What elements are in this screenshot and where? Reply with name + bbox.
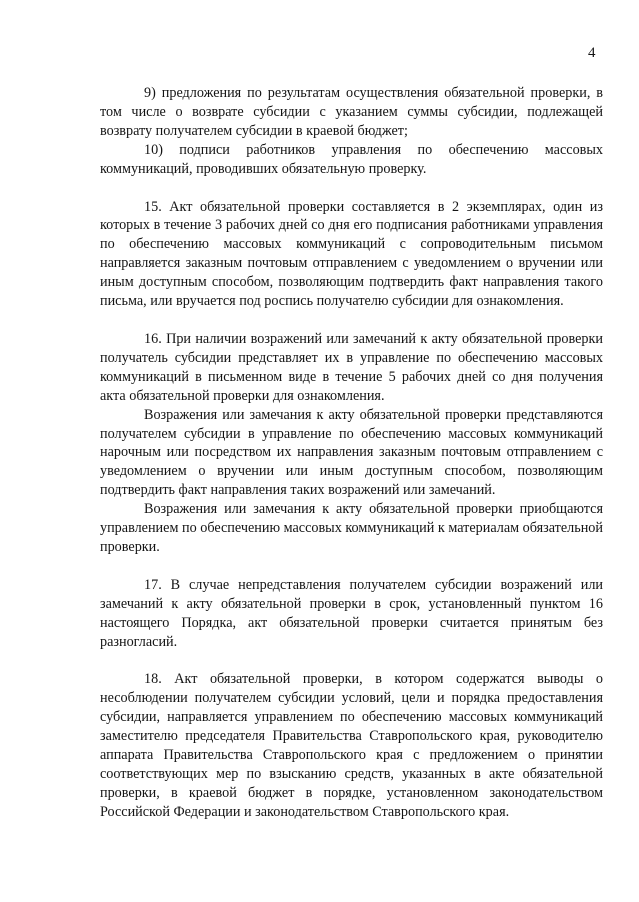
clause-16-paragraph-3: Возражения или замечания к акту обязательной проверки приобщаются управлением по обеспечению массовых коммуникаций к материалам обязательной проверки. — [100, 501, 603, 555]
clause-15: 15. Акт обязательной проверки составляется в 2 экземплярах, один из которых в течение 3 рабочих дней со дня его подписания работниками управления по обеспечению массовых коммуникаций с сопроводительным письмом направляется заказным почтовым отправлением с уведомлением о вручении или иным доступным способом, позволяющим подтвердить факт направления такого письма, или вручается под роспись получателю субсидии для ознакомления. — [100, 198, 603, 310]
clause-16-paragraph-2: Возражения или замечания к акту обязательной проверки представляются получателем субсидии в управление по обеспечению массовых коммуникаций нарочным или посредством их направления заказным почтовым отправлением с уведомлением о вручении или иным доступным способом, позволяющим подтвердить факт направления таких возражений или замечаний. — [100, 406, 603, 499]
list-item-10: 10) подписи работников управления по обеспечению массовых коммуникаций, проводивших обязательную проверку. — [100, 141, 603, 177]
page-number: 4 — [588, 45, 596, 61]
document-body — [100, 84, 603, 822]
clause-16: 16. При наличии возражений или замечаний к акту обязательной проверки получатель субсидии представляет их в управление по обеспечению массовых коммуникаций в письменном виде в течение 5 рабочих дней со дня получения акта обязательной проверки для ознакомления. — [100, 330, 603, 404]
clause-18: 18. Акт обязательной проверки, в котором содержатся выводы о несоблюдении получателем субсидии условий, цели и порядка предоставления субсидии, направляется управлением по обеспечению массовых коммуникаций заместителю председателя Правительства Ставропольского края, руководителю аппарата Правительства Ставропольского края с предложением о принятии соответствующих мер по взысканию средств, указанных в акте обязательной проверки, в краевой бюджет в порядке, установленном законодательством Российской Федерации и законодательством Ставропольского края. — [100, 671, 603, 820]
clause-17: 17. В случае непредставления получателем субсидии возражений или замечаний к акту обязательной проверки в срок, установленный пунктом 16 настоящего Порядка, акт обязательной проверки считается принятым без разногласий. — [100, 576, 603, 650]
list-item-9: 9) предложения по результатам осуществления обязательной проверки, в том числе о возврате субсидии с указанием суммы субсидии, подлежащей возврату получателем субсидии в краевой бюджет; — [100, 85, 603, 139]
